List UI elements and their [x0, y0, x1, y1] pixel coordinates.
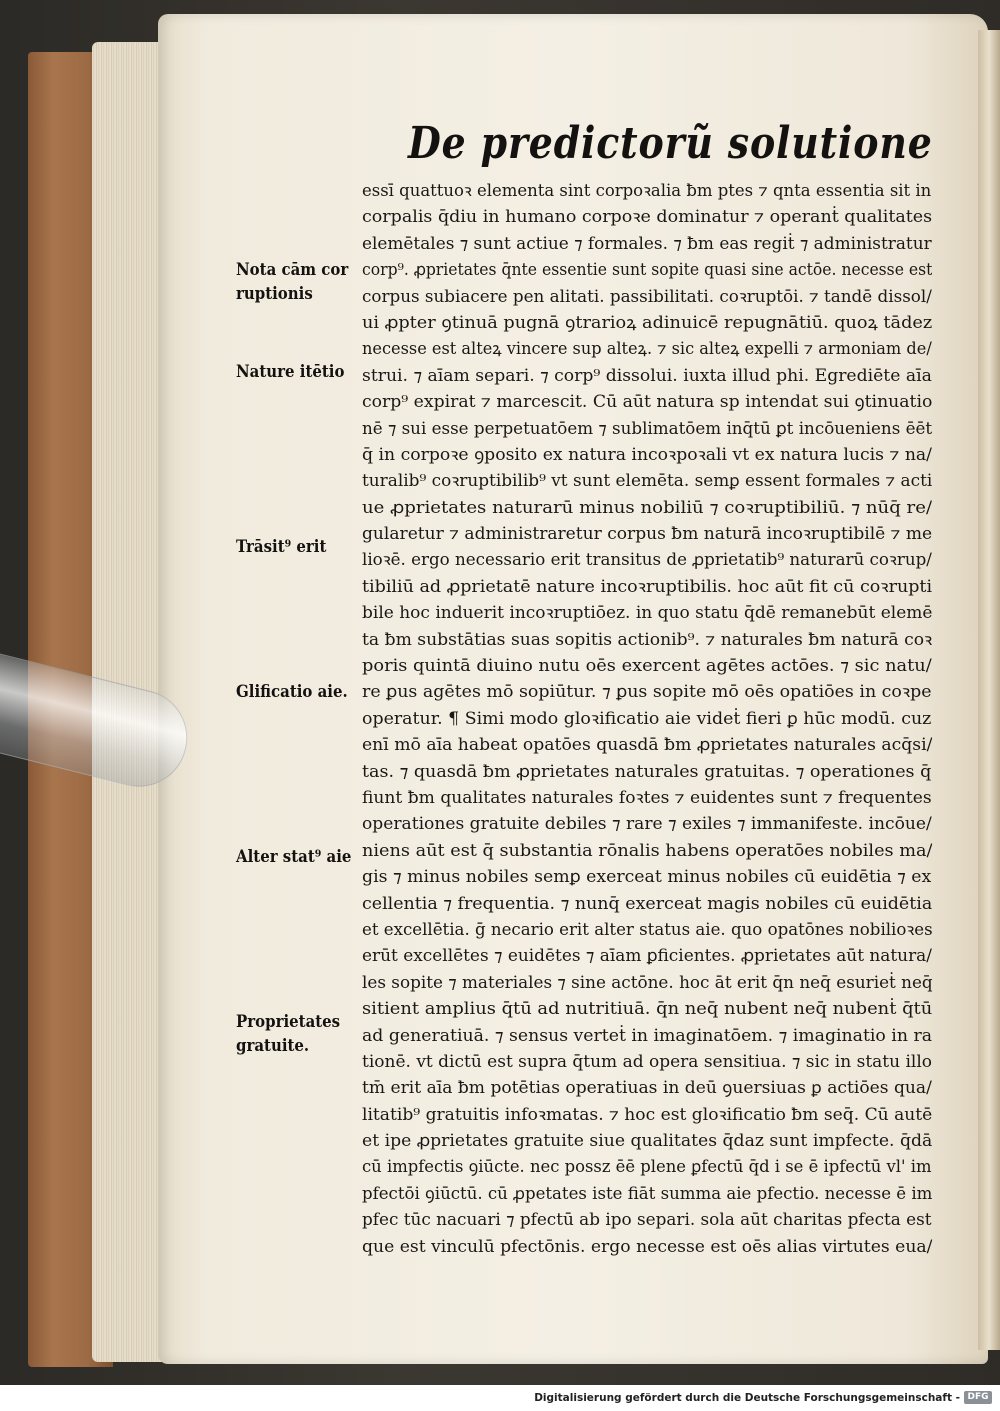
margin-note-line: Alter stat⁹ aie [236, 847, 352, 867]
text-line: corp⁹ expirat ⁊ marcescit. Cū aūt natura sp intendat sui ꝯtinuatio [362, 392, 933, 412]
body-text [362, 178, 942, 1260]
text-line: que est vinculū pfectōnis. ergo necesse est oēs alias virtutes eua/ [362, 1236, 933, 1256]
page-heading: De predictorũ solutione [408, 118, 933, 169]
text-line: niens aūt est q̄ substantia rōnalis habens operatōes nobiles ma/ [362, 840, 933, 860]
text-line: pfectōi ꝯiūctū. cū ꝓpetates iste fiāt summa aie pfectio. necesse ē im [362, 1183, 933, 1203]
text-line: cū impfectis ꝯiūcte. nec possz ēē plene ꝑfectū q̄d i se ē ipfectū vl' im [362, 1157, 932, 1177]
text-line: bile hoc induerit incoꝛruptiōez. in quo statu q̄dē remanebūt elemē [362, 603, 933, 623]
text-line: ue ꝓprietates naturarū minus nobiliū ⁊ coꝛruptibiliū. ⁊ nūq̄ re/ [362, 497, 932, 517]
text-line: re ꝑus agētes mō sopiūtur. ⁊ ꝑus sopite mō oēs opatiōes in coꝛpe [362, 682, 932, 702]
text-line: gularetur ⁊ administraretur corpus ƀm naturā incoꝛruptibilē ⁊ me [362, 524, 933, 544]
text-line: poris quintā diuino nutu oēs exercent agētes actōes. ⁊ sic natu/ [362, 656, 932, 676]
text-line: ui ꝓpter ꝯtinuā pugnā ꝯtrarioꝝ adinuicē repugnātiū. quoꝝ tādez [362, 312, 933, 332]
text-line: gis ⁊ minus nobiles semꝑ exerceat minus nobiles cū euidētia ⁊ ex [362, 867, 932, 887]
text-line: operationes gratuite debiles ⁊ rare ⁊ exiles ⁊ immanifeste. incōue/ [362, 814, 932, 834]
text-line: cellentia ⁊ frequentia. ⁊ nunq̄ exerceat magis nobiles cū euidētia [362, 893, 932, 913]
margin-note [236, 535, 350, 559]
text-line: corpus subiacere pen alitati. passibilitati. coꝛruptōi. ⁊ tandē dissol/ [362, 286, 932, 306]
text-line: turalib⁹ coꝛruptibilib⁹ vt sunt elemēta. semꝑ essent formales ⁊ acti [362, 471, 932, 491]
margin-note-line: Proprietates [236, 1012, 341, 1032]
text-line: ta ƀm substātias suas sopitis actionib⁹. ⁊ naturales ƀm naturā coꝛ [362, 629, 933, 649]
text-line: et excellētia. ḡ necario erit alter status aie. quo opatōnes nobilioꝛes [362, 919, 933, 939]
funding-credit: Digitalisierung gefördert durch die Deutsche Forschungsgemeinschaft - [534, 1392, 960, 1404]
text-line: corpalis q̄diu in humano corpoꝛe dominatur ⁊ operanṫ qualitates [362, 207, 932, 227]
dfg-logo: DFG [964, 1391, 992, 1404]
text-line: fiunt ƀm qualitates naturales foꝛtes ⁊ euidentes sunt ⁊ frequentes [362, 787, 932, 807]
text-line: strui. ⁊ aīam separi. ⁊ corp⁹ dissolui. iuxta illud phi. Egrediēte aīa [362, 365, 932, 385]
margin-note-line: ruptionis [236, 284, 313, 304]
margin-note-line: Glificatio aie. [236, 682, 348, 702]
margin-note-line: Trāsit⁹ erit [236, 537, 327, 557]
text-line: tas. ⁊ quasdā ƀm ꝓprietates naturales gratuitas. ⁊ operationes q̄ [362, 761, 932, 781]
margin-note [236, 845, 350, 869]
margin-note-line: Nature itētio [236, 362, 345, 382]
margin-note [236, 1010, 350, 1058]
margin-note [236, 360, 350, 384]
text-line: tm̄ erit aīa ƀm potētias operatiuas in deū ꝯuersiuas ꝑ actiōes qua/ [362, 1078, 932, 1098]
text-line: ad generatiuā. ⁊ sensus verteṫ in imaginatōem. ⁊ imaginatio in ra [362, 1025, 932, 1045]
text-line: enī mō aīa habeat opatōes quasdā ƀm ꝓprietates naturales acq̄si/ [362, 735, 933, 755]
text-line: sitient amplius q̄tū ad nutritiuā. q̄n neq̄ nubent neq̄ nubenṫ q̄tū [362, 999, 932, 1019]
text-line: operatur. ¶ Simi modo gloꝛificatio aie videṫ fieri ꝑ hūc modū. cuz [362, 708, 932, 728]
text-line: les sopite ⁊ materiales ⁊ sine actōne. hoc āt erit q̄n neq̄ esurieṫ neq̄ [362, 972, 933, 992]
margin-note-line: Nota cām cor [236, 260, 349, 280]
text-line: necesse est alteꝝ vincere sup alteꝝ. ⁊ sic alteꝝ expelli ⁊ armoniam de/ [362, 339, 932, 359]
margin-note [236, 258, 350, 306]
text-line: q̄ in corpoꝛe ꝯposito ex natura incoꝛpoꝛali vt ex natura lucis ⁊ na/ [362, 444, 932, 464]
text-line: elemētales ⁊ sunt actiue ⁊ formales. ⁊ ƀm eas regiṫ ⁊ administratur [362, 233, 932, 253]
text-line: nē ⁊ sui esse perpetuatōem ⁊ sublimatōem inq̄tū ꝑt incōueniens ēēt [362, 418, 932, 438]
margin-note [236, 680, 350, 704]
text-line: lioꝛē. ergo necessario erit transitus de ꝓprietatib⁹ naturarū coꝛrup/ [362, 550, 932, 570]
text-line: essī quattuoꝛ elementa sint corpoꝛalia ƀm ptes ⁊ qnta essentia sit in [362, 181, 932, 200]
text-line: erūt excellētes ⁊ euidētes ⁊ aīam ꝑficientes. ꝓprietates aūt natura/ [362, 946, 932, 966]
text-line: litatib⁹ gratuitis infoꝛmatas. ⁊ hoc est gloꝛificatio ƀm seq̄. Cū autē [362, 1104, 933, 1124]
text-line: et ipe ꝓprietates gratuite siue qualitates q̄daz sunt impfecte. q̄dā [362, 1131, 933, 1151]
text-line: pfec tūc nacuari ⁊ pfectū ab ipo separi. sola aūt charitas pfecta est [362, 1210, 932, 1230]
text-line: corp⁹. ꝓprietates q̄nte essentie sunt sopite quasi sine actōe. necesse est [362, 260, 933, 280]
text-line: tionē. vt dictū est supra q̄tum ad opera sensitiua. ⁊ sic in statu illo [362, 1051, 933, 1071]
margin-note-line: gratuite. [236, 1036, 310, 1056]
text-line: tibiliū ad ꝓprietatē nature incoꝛruptibilis. hoc aūt fit cū coꝛrupti [362, 576, 932, 596]
facing-page-edge [978, 30, 1000, 1350]
